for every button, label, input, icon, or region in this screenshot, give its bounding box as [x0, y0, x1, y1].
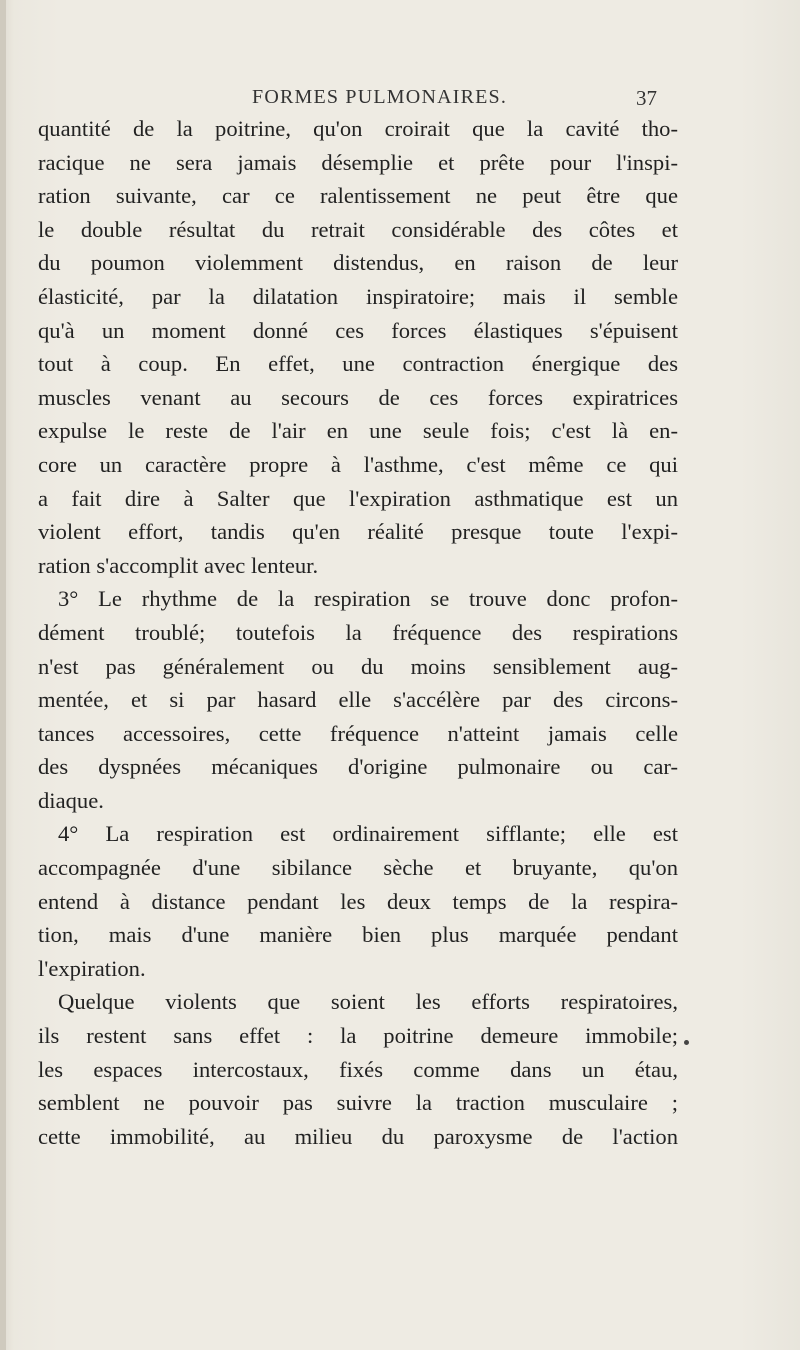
- text-line: tion, mais d'une manière bien plus marquée pendant: [38, 922, 678, 948]
- text-line: n'est pas généralement ou du moins sensiblement aug-: [38, 653, 678, 679]
- text-line: des dyspnées mécaniques d'origine pulmonaire ou car-: [38, 754, 678, 780]
- text-line: semblent ne pouvoir pas suivre la traction musculaire ;: [38, 1090, 678, 1116]
- text-line: accompagnée d'une sibilance sèche et bruyante, qu'on: [38, 855, 678, 881]
- text-line: a fait dire à Salter que l'expiration asthmatique est un: [38, 485, 678, 511]
- text-line: tout à coup. En effet, une contraction énergique des: [38, 351, 678, 377]
- text-line: diaque.: [38, 787, 104, 813]
- page-number: 37: [636, 86, 657, 110]
- text-line: mentée, et si par hasard elle s'accélère par des circons-: [38, 687, 678, 713]
- text-line: dément troublé; toutefois la fréquence des respirations: [38, 619, 678, 645]
- text-line: 4° La respiration est ordinairement sifflante; elle est: [58, 821, 678, 847]
- text-line: ils restent sans effet : la poitrine demeure immobile;: [38, 1023, 678, 1049]
- text-line: 3° Le rhythme de la respiration se trouve donc profon-: [58, 586, 678, 612]
- ink-speck: [684, 1040, 689, 1045]
- text-line: qu'à un moment donné ces forces élastiques s'épuisent: [38, 317, 678, 343]
- text-line: entend à distance pendant les deux temps de la respira-: [38, 888, 678, 914]
- text-line: l'expiration.: [38, 955, 146, 981]
- text-line: les espaces intercostaux, fixés comme dans un étau,: [38, 1056, 678, 1082]
- text-line: Quelque violents que soient les efforts respiratoires,: [58, 989, 678, 1015]
- text-line: le double résultat du retrait considérable des côtes et: [38, 216, 678, 242]
- text-line: violent effort, tandis qu'en réalité presque toute l'expi-: [38, 519, 678, 545]
- text-line: muscles venant au secours de ces forces expiratrices: [38, 384, 678, 410]
- running-header: FORMES PULMONAIRES.: [252, 86, 508, 108]
- text-line: quantité de la poitrine, qu'on croirait que la cavité tho-: [38, 116, 678, 141]
- text-line: ration s'accomplit avec lenteur.: [38, 552, 319, 578]
- text-line: du poumon violemment distendus, en raison de leur: [38, 250, 678, 276]
- text-line: expulse le reste de l'air en une seule fois; c'est là en-: [38, 418, 678, 444]
- text-line: racique ne sera jamais désemplie et prête pour l'inspi-: [38, 149, 678, 175]
- text-line: core un caractère propre à l'asthme, c'est même ce qui: [38, 451, 678, 477]
- text-line: ration suivante, car ce ralentissement ne peut être que: [38, 183, 678, 209]
- page-body-text: [38, 112, 678, 1153]
- text-line: cette immobilité, au milieu du paroxysme de l'action: [38, 1123, 678, 1149]
- page-spine-shadow: [0, 0, 6, 1350]
- text-line: élasticité, par la dilatation inspiratoire; mais il semble: [38, 283, 678, 309]
- text-line: tances accessoires, cette fréquence n'atteint jamais celle: [38, 720, 678, 746]
